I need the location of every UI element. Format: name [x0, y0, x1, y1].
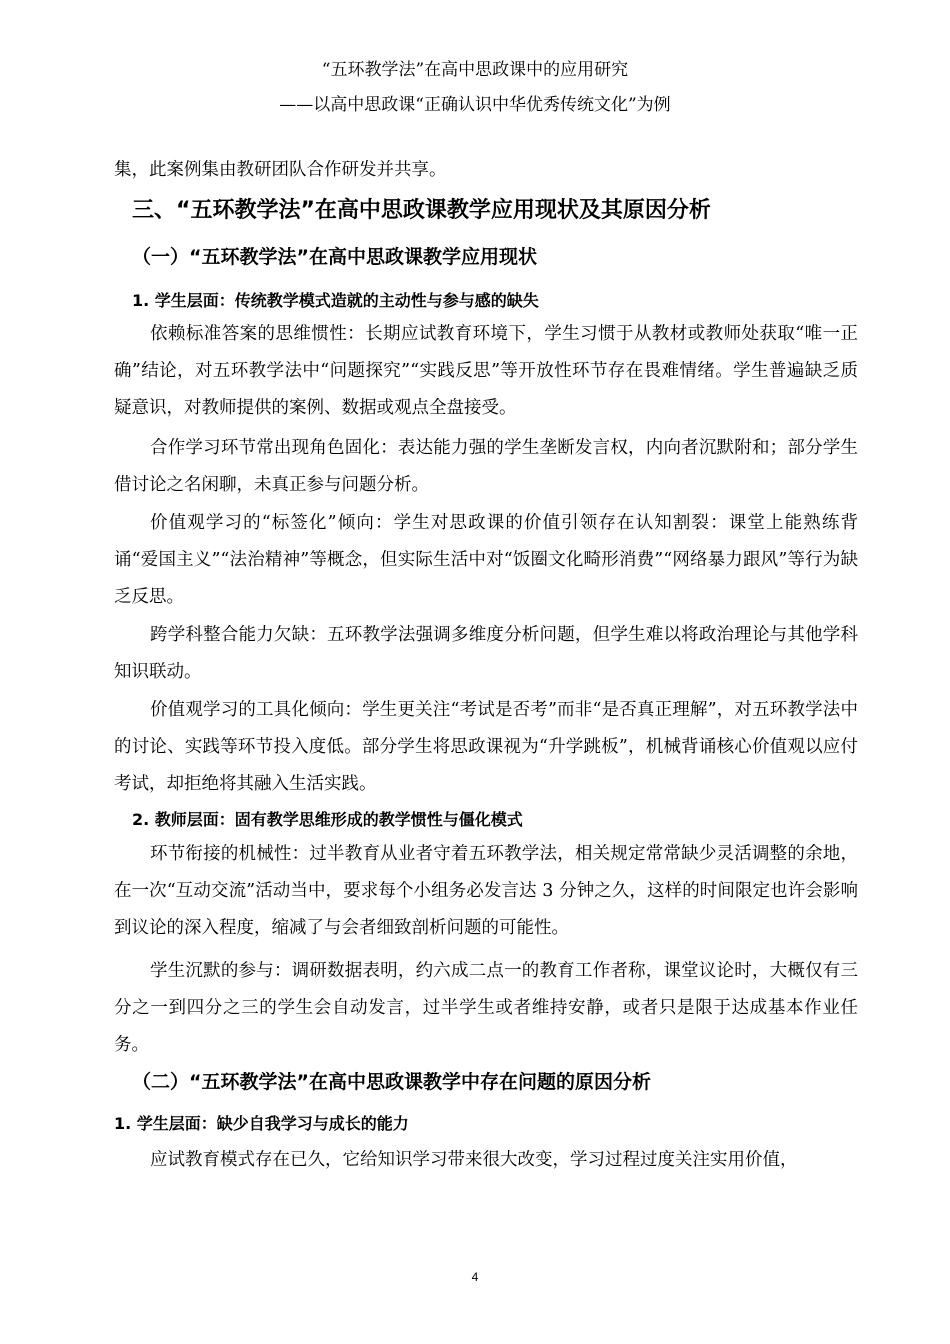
running-header-subtitle: ——以高中思政课“正确认识中华优秀传统文化”为例 [279, 95, 671, 115]
item-heading-1-self-learning: 1. 学生层面：缺少自我学习与成长的能力 [114, 1114, 409, 1133]
subsection-heading-1: （一）“五环教学法”在高中思政课教学应用现状 [132, 246, 537, 268]
item-heading-1-student: 1. 学生层面：传统教学模式造就的主动性与参与感的缺失 [132, 291, 539, 310]
paragraph-exam-oriented: 应试教育模式存在已久，它给知识学习带来很大改变，学习过程过度关注实用价值， [150, 1150, 798, 1170]
paragraph-mechanical: 环节衔接的机械性：过半教育从业者守着五环教学法，相关规定常常缺少灵活调整的余地，在一次“互动交流”活动当中，要求每个小组务必发言达 3 分钟之久，这样的时间限定也许会影响到议论的深入程度，缩减了与会者细致剖析问题的可能性。 [114, 844, 858, 938]
item-heading-2-teacher: 2. 教师层面：固有教学思维形成的教学惯性与僵化模式 [132, 810, 523, 829]
section-heading-3: 三、“五环教学法”在高中思政课教学应用现状及其原因分析 [132, 198, 711, 223]
continuation-paragraph: 集，此案例集由教研团队合作研发并共享。 [114, 160, 447, 180]
page-number: 4 [471, 1270, 479, 1284]
running-header-title: “五环教学法”在高中思政课中的应用研究 [321, 60, 629, 80]
paragraph-interdisciplinary: 跨学科整合能力欠缺：五环教学法强调多维度分析问题，但学生难以将政治理论与其他学科知识联动。 [114, 625, 858, 682]
subsection-heading-2: （二）“五环教学法”在高中思政课教学中存在问题的原因分析 [132, 1071, 651, 1093]
paragraph-role-fixation: 合作学习环节常出现角色固化：表达能力强的学生垄断发言权，内向者沉默附和；部分学生借讨论之名闲聊，未真正参与问题分析。 [114, 438, 858, 495]
paragraph-instrumental: 价值观学习的工具化倾向：学生更关注“考试是否考”而非“是否真正理解”，对五环教学法中的讨论、实践等环节投入度低。部分学生将思政课视为“升学跳板”，机械背诵核心价值观以应付考试，却拒绝将其融入生活实践。 [114, 700, 858, 794]
paragraph-silent-participation: 学生沉默的参与：调研数据表明，约六成二点一的教育工作者称，课堂议论时，大概仅有三分之一到四分之三的学生会自动发言，过半学生或者维持安静，或者只是限于达成基本作业任务。 [114, 961, 858, 1055]
paragraph-labeling: 价值观学习的“标签化”倾向：学生对思政课的价值引领存在认知割裂：课堂上能熟练背诵“爱国主义”“法治精神”等概念，但实际生活中对“饭圈文化畸形消费”“网络暴力跟风”等行为缺乏反思。 [114, 513, 858, 607]
paragraph-standard-answer: 依赖标准答案的思维惯性：长期应试教育环境下，学生习惯于从教材或教师处获取“唯一正确”结论，对五环教学法中“问题探究”“实践反思”等开放性环节存在畏难情绪。学生普遍缺乏质疑意识，对教师提供的案例、数据或观点全盘接受。 [114, 324, 858, 418]
